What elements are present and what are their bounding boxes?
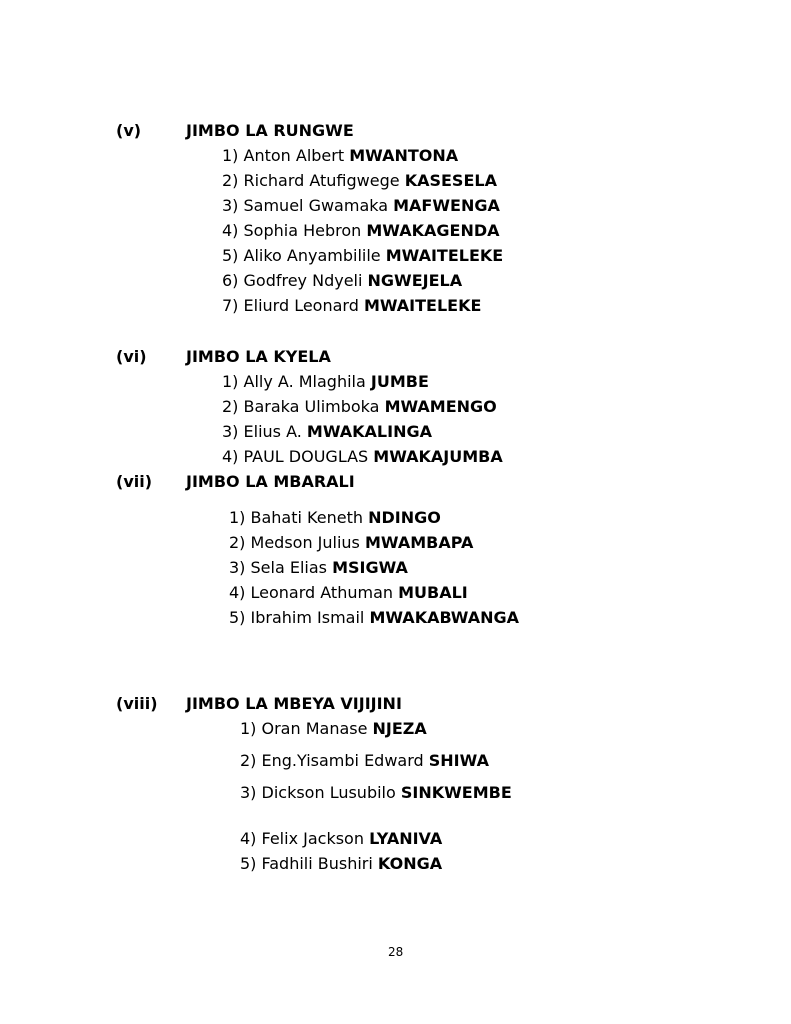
surname: MAFWENGA: [393, 196, 500, 215]
list-item: [229, 533, 473, 552]
surname: MSIGWA: [332, 558, 408, 577]
given-names: 1) Ally A. Mlaghila: [222, 372, 371, 391]
given-names: 4) Felix Jackson: [240, 829, 370, 848]
given-names: 1) Anton Albert: [222, 146, 350, 165]
surname: MWAKAJUMBA: [373, 447, 503, 466]
given-names: 2) Richard Atufigwege: [222, 171, 405, 190]
section-title: JIMBO LA MBEYA VIJIJINI: [186, 694, 402, 713]
given-names: 4) Leonard Athuman: [229, 583, 399, 602]
list-item: [222, 447, 503, 466]
surname: MWAMBAPA: [364, 533, 474, 552]
list-item: [222, 397, 497, 416]
list-item: [229, 558, 408, 577]
given-names: 4) Sophia Hebron: [222, 221, 367, 240]
given-names: 5) Aliko Anyambilile: [222, 246, 386, 265]
given-names: 6) Godfrey Ndyeli: [222, 271, 368, 290]
list-item: [240, 829, 442, 848]
list-item: [222, 271, 462, 290]
section-number: (vii): [116, 472, 153, 491]
list-item: [222, 221, 500, 240]
surname: MWAKABWANGA: [369, 608, 520, 627]
list-item: [240, 751, 489, 770]
list-item: [222, 246, 503, 265]
surname: MWAKALINGA: [306, 422, 432, 441]
surname: MWAITELEKE: [385, 246, 504, 265]
given-names: 1) Oran Manase: [240, 719, 373, 738]
surname: JUMBE: [370, 372, 429, 391]
given-names: 2) Medson Julius: [229, 533, 365, 552]
given-names: 1) Bahati Keneth: [229, 508, 369, 527]
surname: NGWEJELA: [367, 271, 463, 290]
list-item: [240, 719, 427, 738]
given-names: 5) Fadhili Bushiri: [240, 854, 378, 873]
section-title: JIMBO LA KYELA: [186, 347, 331, 366]
given-names: 3) Dickson Lusubilo: [240, 783, 401, 802]
surname: LYANIVA: [369, 829, 443, 848]
surname: KASESELA: [404, 171, 497, 190]
given-names: 2) Baraka Ulimboka: [222, 397, 385, 416]
list-item: [240, 854, 442, 873]
section-number: (vi): [116, 347, 147, 366]
surname: MWAMENGO: [384, 397, 497, 416]
section-number: (viii): [116, 694, 158, 713]
given-names: 3) Sela Elias: [229, 558, 333, 577]
surname: MUBALI: [398, 583, 468, 602]
list-item: [240, 783, 512, 802]
list-item: [222, 296, 481, 315]
surname: NJEZA: [372, 719, 427, 738]
list-item: [229, 608, 519, 627]
surname: SINKWEMBE: [400, 783, 512, 802]
surname: KONGA: [377, 854, 443, 873]
section-title: JIMBO LA RUNGWE: [186, 121, 354, 140]
given-names: 2) Eng.Yisambi Edward: [240, 751, 429, 770]
list-item: [222, 196, 500, 215]
page-number: 28: [388, 945, 404, 959]
surname: MWAITELEKE: [363, 296, 482, 315]
list-item: [222, 171, 497, 190]
given-names: 7) Eliurd Leonard: [222, 296, 364, 315]
list-item: [229, 508, 441, 527]
surname: SHIWA: [428, 751, 489, 770]
given-names: 4) PAUL DOUGLAS: [222, 447, 374, 466]
section-title: JIMBO LA MBARALI: [186, 472, 355, 491]
list-item: [222, 422, 432, 441]
surname: MWAKAGENDA: [366, 221, 500, 240]
given-names: 5) Ibrahim Ismail: [229, 608, 370, 627]
list-item: [229, 583, 468, 602]
given-names: 3) Samuel Gwamaka: [222, 196, 394, 215]
list-item: [222, 372, 429, 391]
surname: NDINGO: [368, 508, 441, 527]
given-names: 3) Elius A.: [222, 422, 307, 441]
section-number: (v): [116, 121, 142, 140]
surname: MWANTONA: [349, 146, 459, 165]
list-item: [222, 146, 458, 165]
